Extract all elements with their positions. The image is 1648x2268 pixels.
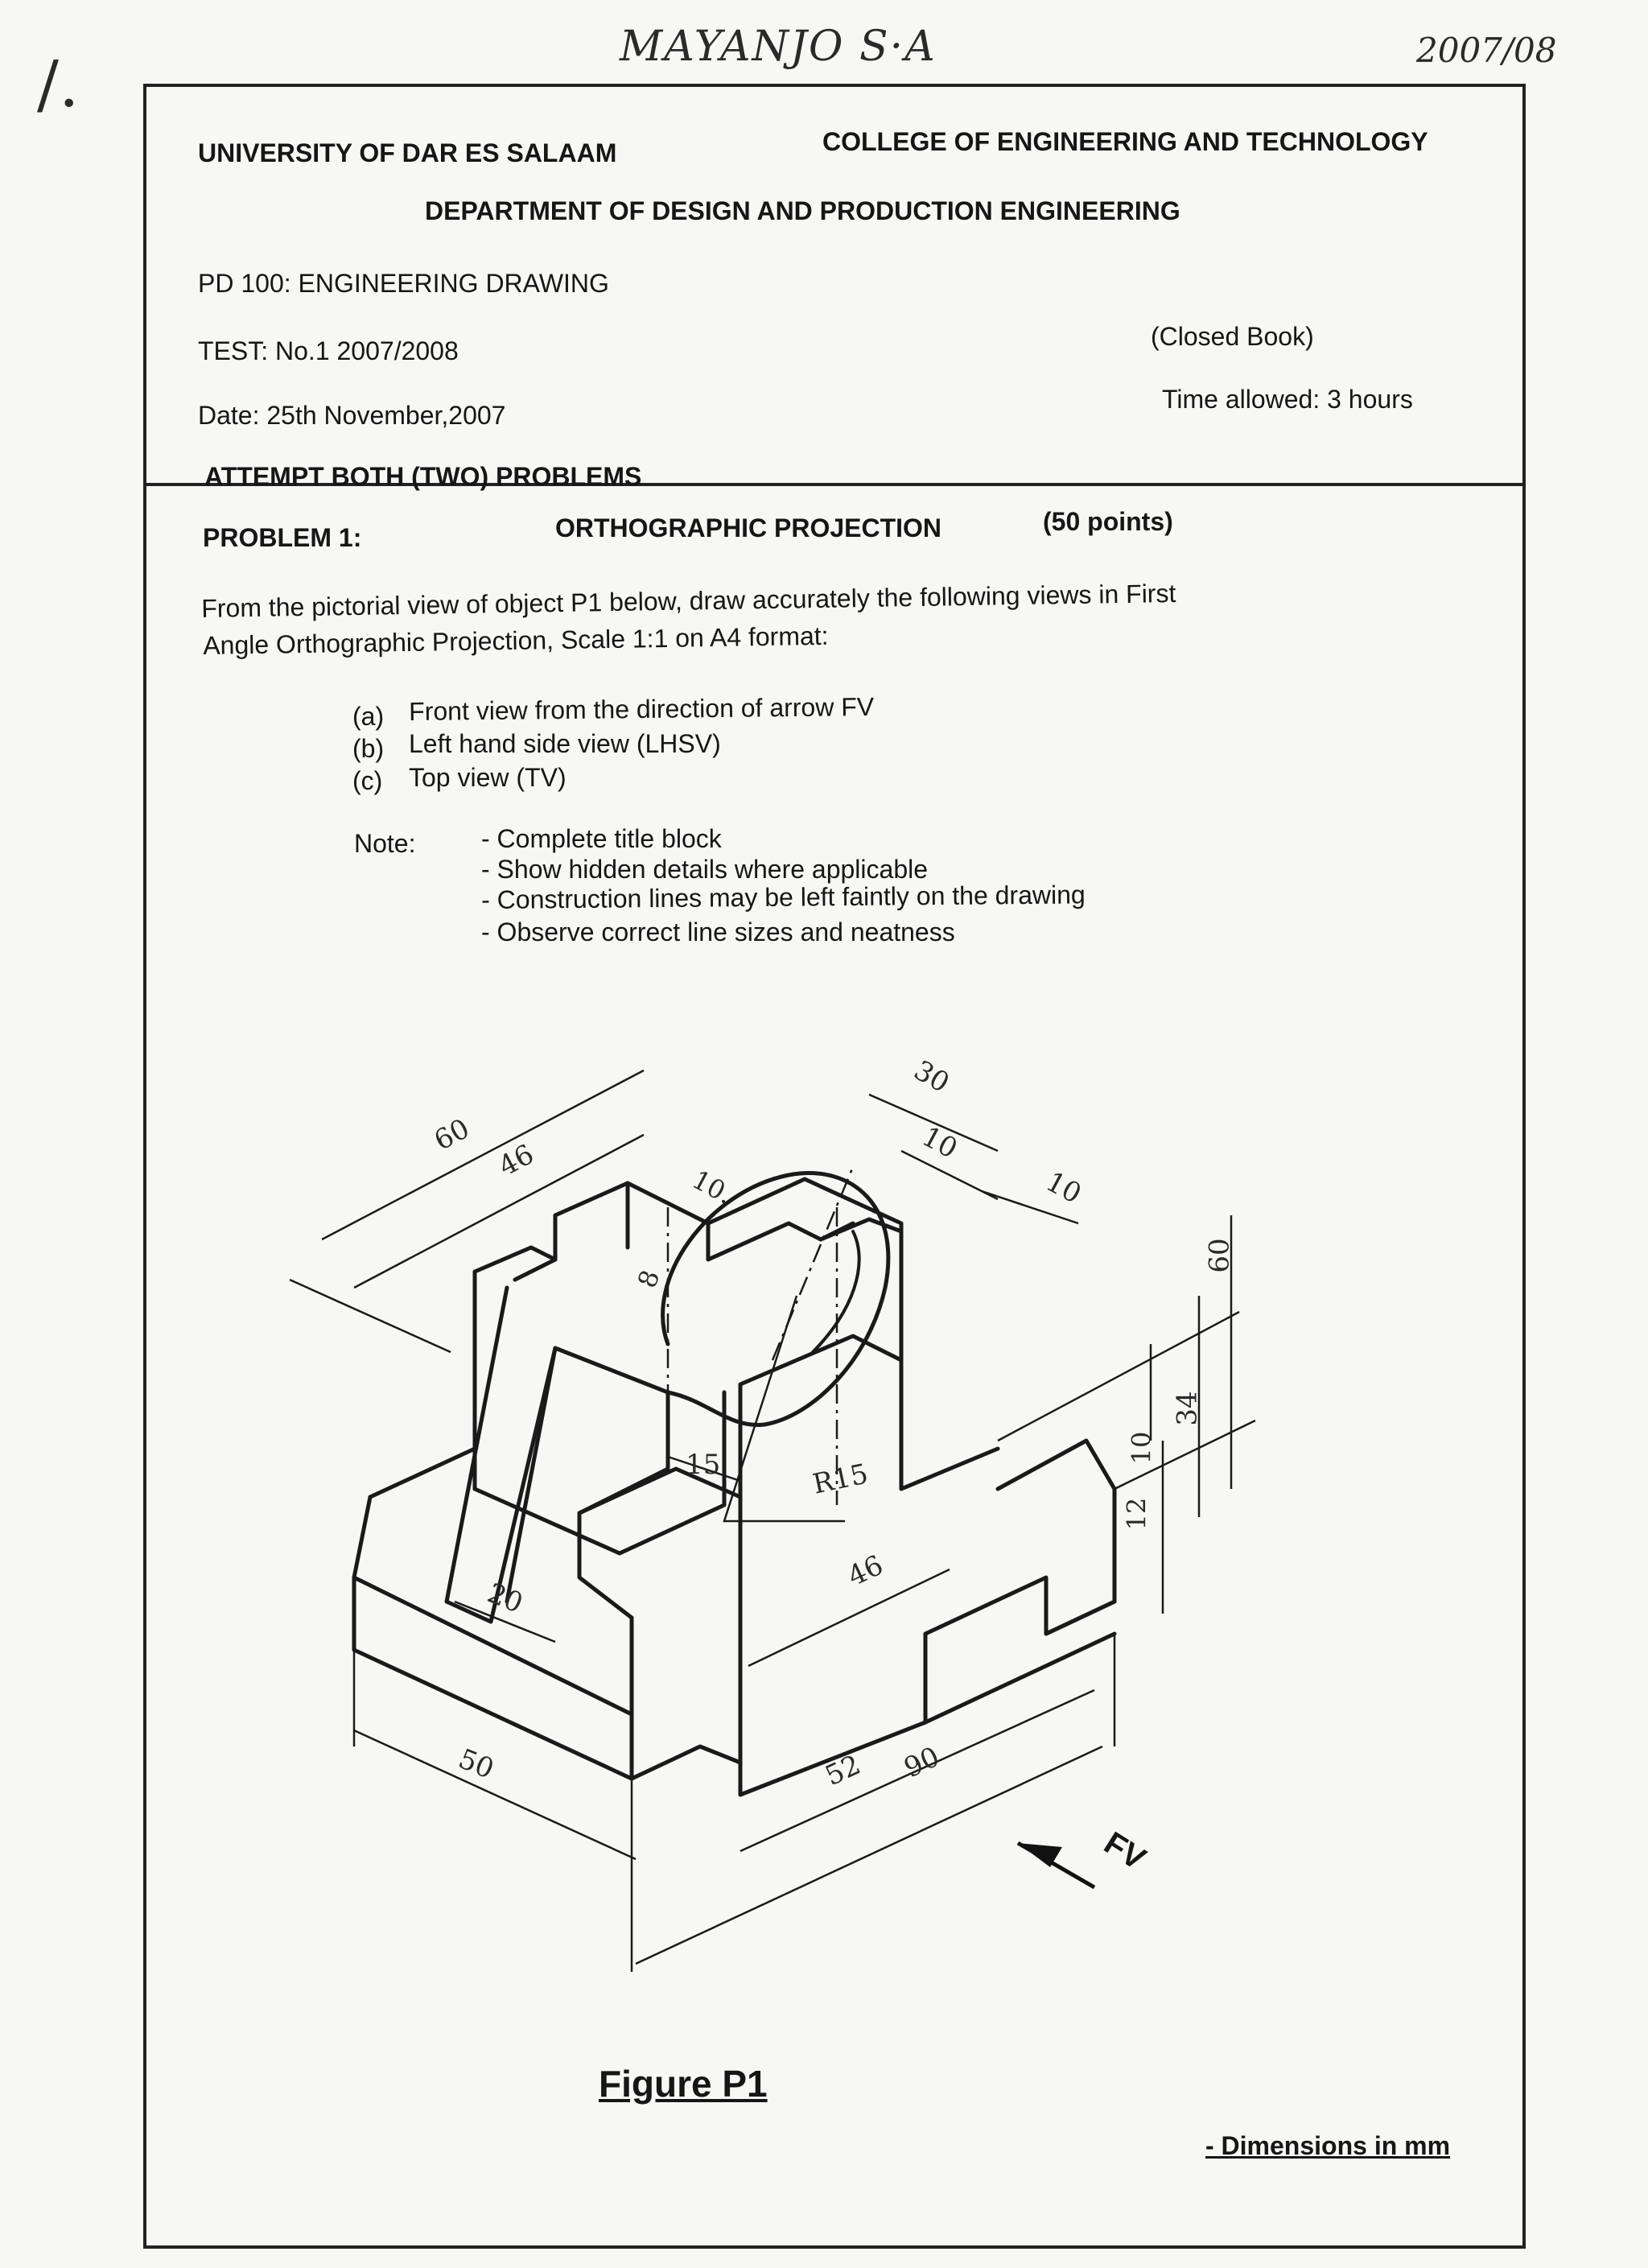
upright-web	[447, 1288, 555, 1602]
problem-intro-line2: Angle Orthographic Projection, Scale 1:1 on A4 format:	[203, 621, 829, 660]
dim-label: 34	[1171, 1391, 1204, 1426]
fv-arrow	[1018, 1843, 1094, 1887]
semicircle-cut	[663, 1173, 888, 1425]
course-title: PD 100: ENGINEERING DRAWING	[198, 269, 609, 298]
dimensions-note: - Dimensions in mm	[1205, 2131, 1451, 2160]
closed-book-label: (Closed Book)	[1151, 322, 1314, 351]
block-center	[740, 1336, 998, 1763]
department-name: DEPARTMENT OF DESIGN AND PRODUCTION ENGINEERING	[425, 196, 1180, 225]
item-c-text: Top view (TV)	[409, 763, 566, 792]
note-item: - Complete title block	[481, 824, 722, 853]
dim-label: 52	[820, 1748, 866, 1793]
dim-label: R15	[810, 1458, 871, 1501]
dim-label: 10	[1040, 1165, 1087, 1210]
dim-label: 15	[686, 1449, 721, 1481]
dim-label: 12	[1121, 1497, 1152, 1531]
university-name: UNIVERSITY OF DAR ES SALAAM	[198, 138, 617, 167]
dim-label: 10	[917, 1120, 963, 1165]
item-b-marker: (b)	[352, 734, 385, 763]
dim-label: 46	[843, 1548, 888, 1594]
base-right-step	[925, 1441, 1114, 1634]
problem-title: ORTHOGRAPHIC PROJECTION	[555, 513, 942, 542]
dim-line-90	[636, 1746, 1102, 1964]
note-item: - Construction lines may be left faintly on the drawing	[481, 880, 1086, 914]
dim-line-46f	[748, 1569, 950, 1666]
block-top	[555, 1179, 901, 1360]
dim-label: 60	[429, 1112, 476, 1157]
problem-points: (50 points)	[1043, 507, 1173, 536]
dim-label: 46	[493, 1138, 540, 1183]
problem-intro-line1: From the pictorial view of object P1 below, draw accurately the following views in First	[201, 578, 1176, 623]
exam-date: Date: 25th November,2007	[198, 401, 506, 430]
dim-label: 60	[1203, 1238, 1236, 1273]
item-a-text: Front view from the direction of arrow FV	[409, 691, 875, 726]
problem-label: PROBLEM 1:	[203, 523, 362, 552]
ext-line-60	[290, 1280, 451, 1352]
handwritten-year: 2007/08	[1416, 31, 1557, 70]
dim-label: 90	[899, 1740, 945, 1785]
pillar-left	[555, 1348, 668, 1618]
item-b-text: Left hand side view (LHSV)	[409, 729, 721, 758]
dim-label: 30	[908, 1054, 955, 1100]
note-item: - Observe correct line sizes and neatness	[481, 918, 955, 946]
dim-line-50	[354, 1730, 636, 1859]
dim-label: 20	[483, 1577, 528, 1620]
dim-line-60	[322, 1070, 644, 1239]
base-step-front	[632, 1634, 925, 1795]
dim-label: 10.	[687, 1164, 738, 1210]
item-a-marker: (a)	[352, 702, 385, 731]
dim-label: 50	[454, 1742, 499, 1786]
time-allowed: Time allowed: 3 hours	[1162, 385, 1413, 414]
item-c-marker: (c)	[352, 766, 383, 795]
college-name: COLLEGE OF ENGINEERING AND TECHNOLOGY	[822, 127, 1428, 156]
note-label: Note:	[354, 829, 416, 858]
attempt-instruction: ATTEMPT BOTH (TWO) PROBLEMS	[204, 462, 642, 491]
test-label: TEST: No.1 2007/2008	[198, 336, 459, 365]
fv-arrow-label: FV	[1098, 1825, 1152, 1878]
dim-label: 10	[1126, 1431, 1157, 1465]
dim-label: 8	[631, 1265, 666, 1293]
note-item: - Show hidden details where applicable	[481, 855, 929, 884]
margin-mark: /.	[37, 47, 80, 122]
slot-cut	[821, 1219, 901, 1239]
figure-caption: Figure P1	[599, 2063, 768, 2105]
handwritten-name: MAYANJO S·A	[620, 23, 937, 71]
